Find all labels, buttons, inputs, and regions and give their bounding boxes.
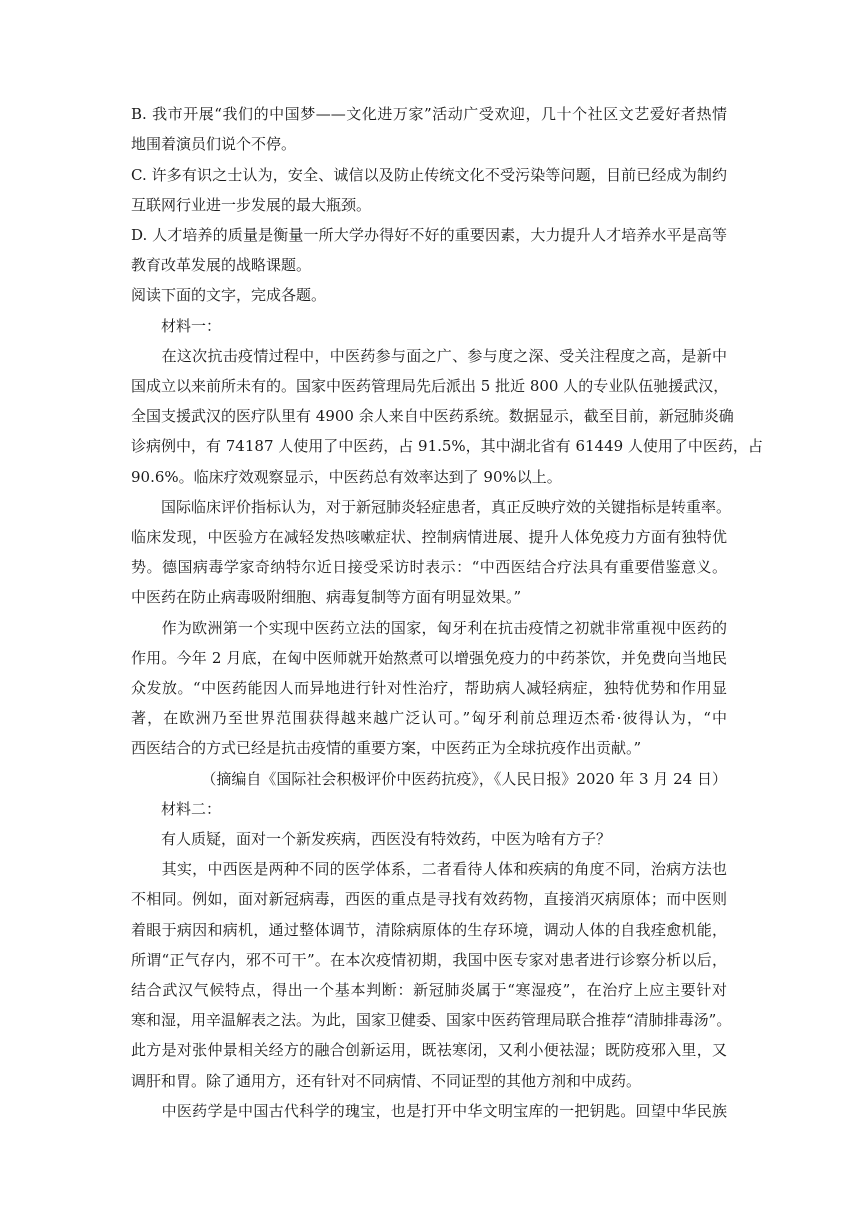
paragraph-line: 全国支援武汉的医疗队里有 4900 余人来自中医药系统。数据显示，截至目前，新冠肺炎确	[131, 407, 734, 425]
paragraph-line: 国际临床评价指标认为，对于新冠肺炎轻症患者，真正反映疗效的关键指标是转重率。	[131, 498, 732, 516]
paragraph-line: 90.6%。临床疗效观察显示，中医药总有效率达到了 90%以上。	[131, 468, 562, 486]
paragraph-line: 国成立以来前所未有的。国家中医药管理局先后派出 5 批近 800 人的专业队伍驰援武汉，	[131, 377, 729, 395]
paragraph-line: 所谓“正气存内，邪不可干”。在本次疫情初期，我国中医专家对患者进行诊察分析以后，	[131, 951, 727, 969]
paragraph-line: 诊病例中，有 74187 人使用了中医药，占 91.5%，其中湖北省有 61449 人使用了中医药，占	[131, 437, 763, 455]
paragraph-line: 此方是对张仲景相关经方的融合创新运用，既祛寒闭，又利小便祛湿；既防疫邪入里，又	[131, 1041, 727, 1059]
paragraph-line: 寒和湿，用辛温解表之法。为此，国家卫健委、国家中医药管理局联合推荐“清肺排毒汤”。	[131, 1011, 732, 1029]
option-c-line-1: C. 许多有识之士认为，安全、诚信以及防止传统文化不受污染等问题，目前已经成为制约	[131, 166, 727, 184]
paragraph-line: 其实，中西医是两种不同的医学体系，二者看待人体和疾病的角度不同，治病方法也	[131, 860, 727, 878]
option-b-line-2: 地围着演员们说个不停。	[131, 135, 297, 153]
paragraph-line: 调肝和胃。除了通用方，还有针对不同病情、不同证型的其他方剂和中成药。	[131, 1072, 642, 1090]
reading-instruction: 阅读下面的文字，完成各题。	[131, 286, 327, 304]
source-citation: （摘编自《国际社会积极评价中医药抗疫》，《人民日报》2020 年 3 月 24 日）	[201, 770, 727, 788]
paragraph-line: 中医药学是中国古代科学的瑰宝，也是打开中华文明宝库的一把钥匙。回望中华民族	[131, 1102, 727, 1120]
paragraph-line: 在这次抗击疫情过程中，中医药参与面之广、参与度之深、受关注程度之高，是新中	[131, 347, 727, 365]
paragraph-line: 西医结合的方式已经是抗击疫情的重要方案，中医药正为全球抗疫作出贡献。”	[131, 739, 642, 757]
option-d-line-2: 教育改革发展的战略课题。	[131, 256, 312, 274]
paragraph-line: 中医药在防止病毒吸附细胞、病毒复制等方面有明显效果。”	[131, 588, 522, 606]
option-d-line-1: D. 人才培养的质量是衡量一所大学办得好不好的重要因素，大力提升人才培养水平是高等	[131, 226, 727, 244]
paragraph-line: 作为欧洲第一个实现中医药立法的国家，匈牙利在抗击疫情之初就非常重视中医药的	[131, 619, 727, 637]
paragraph-line: 著，在欧洲乃至世界范围获得越来越广泛认可。”匈牙利前总理迈杰希·彼得认为，“中	[131, 709, 727, 727]
paragraph-line: 势。德国病毒学家奇纳特尔近日接受采访时表示：“中西医结合疗法具有重要借鉴意义。	[131, 558, 727, 576]
paragraph-line: 有人质疑，面对一个新发疾病，西医没有特效药，中医为啥有方子？	[131, 830, 612, 848]
paragraph-line: 临床发现，中医验方在减轻发热咳嗽症状、控制病情进展、提升人体免疫力方面有独特优	[131, 528, 727, 546]
paragraph-line: 众发放。“中医药能因人而异地进行针对性治疗，帮助病人减轻病症，独特优势和作用显	[131, 679, 727, 697]
paragraph-line: 作用。今年 2 月底，在匈中医师就开始熬煮可以增强免疫力的中药茶饮，并免费向当地民	[131, 649, 727, 667]
material-one-heading: 材料一：	[131, 317, 222, 335]
paragraph-line: 结合武汉气候特点，得出一个基本判断：新冠肺炎属于“寒湿疫”，在治疗上应主要针对	[131, 981, 727, 999]
paragraph-line: 着眼于病因和病机，通过整体调节，清除病原体的生存环境，调动人体的自我痊愈机能，	[131, 921, 727, 939]
option-c-line-2: 互联网行业进一步发展的最大瓶颈。	[131, 196, 372, 214]
paragraph-line: 不相同。例如，面对新冠病毒，西医的重点是寻找有效药物，直接消灭病原体；而中医则	[131, 890, 727, 908]
option-b-line-1: B. 我市开展“我们的中国梦——文化进万家”活动广受欢迎，几十个社区文艺爱好者热情	[131, 105, 727, 123]
material-two-heading: 材料二：	[131, 800, 222, 818]
